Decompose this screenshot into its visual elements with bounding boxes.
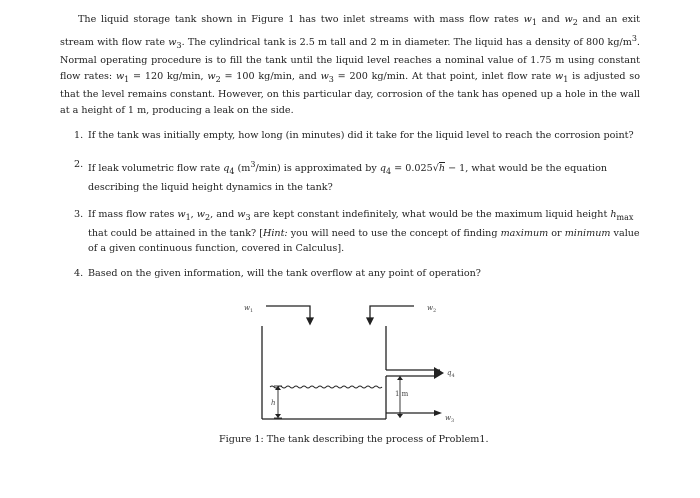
label-1m: 1 m	[395, 390, 409, 398]
level-arrow-down	[275, 414, 281, 418]
label-w3: $w_3$	[445, 414, 455, 424]
question-number: 1.	[74, 130, 84, 141]
sqrt-symbol: √	[432, 163, 439, 175]
label-w1: $w_1$	[244, 304, 254, 314]
label-h: h	[271, 399, 276, 407]
problem-statement: The liquid storage tank shown in Figure 1 has two inlet streams with mass flow rates $w_1$ and $w_2$ and an exit stream with flow rate $w_3$. The cylindrical tank is 2.5 m tall and 2 m in diameter. The liquid has a density of 800 $kg/m^3$. Normal operating procedure is to fill the tank until the liquid level reaches a nominal value of 1.75 m using constant flow rates: $w_1 = 120$ kg/min, $w_2 = 100$ kg/min, and $w_3 = 200$ kg/min. At that point, inlet flow rate $w_1$ is adjusted so that the level remains constant. However, on this particular day, corrosion of the tank has opened up a hole in the wall at a height of 1 m, producing a leak on the side.	[60, 14, 641, 116]
label-q4: $q_4$	[447, 369, 455, 379]
inlet-w2-arrow	[367, 318, 373, 324]
question-text: Based on the given information, will the tank overflow at any point of operation?	[88, 268, 481, 279]
liquid-surface	[270, 386, 382, 388]
question-text: If the tank was initially empty, how long (in minutes) did it take for the liquid level to reach the corrosion point?	[88, 130, 634, 141]
inlet-w1-arrow	[307, 318, 313, 324]
inlet-w1-pipe	[266, 306, 310, 320]
leak-q4-arrow	[434, 367, 444, 379]
one-meter-arrow-down	[397, 414, 403, 418]
inlet-w2-pipe	[370, 306, 414, 320]
question-text: If leak volumetric flow rate $q_4$ $(m^3/\min)$ is approximated by $q_4 = 0.025√h - 1$, what would be the equation describing the liquid height dynamics in the tank?	[88, 160, 608, 193]
label-w2: $w_2$	[427, 304, 437, 314]
question-text: If mass flow rates $w_1$, $w_2$, and $w_3$ are kept constant indefinitely, what would be the maximum liquid height $h_{max}$ that could be attained in the tank? [Hint: you will need to use the concept of finding maximum or minimum value of a given continuous function, covered in Calculus].	[88, 209, 640, 255]
question-number: 2.	[74, 159, 84, 170]
exit-w3-arrow	[434, 410, 442, 416]
question-number: 3.	[74, 209, 84, 220]
question-number: 4.	[74, 268, 84, 279]
figure-caption: Figure 1: The tank describing the process of Problem1.	[219, 434, 489, 445]
